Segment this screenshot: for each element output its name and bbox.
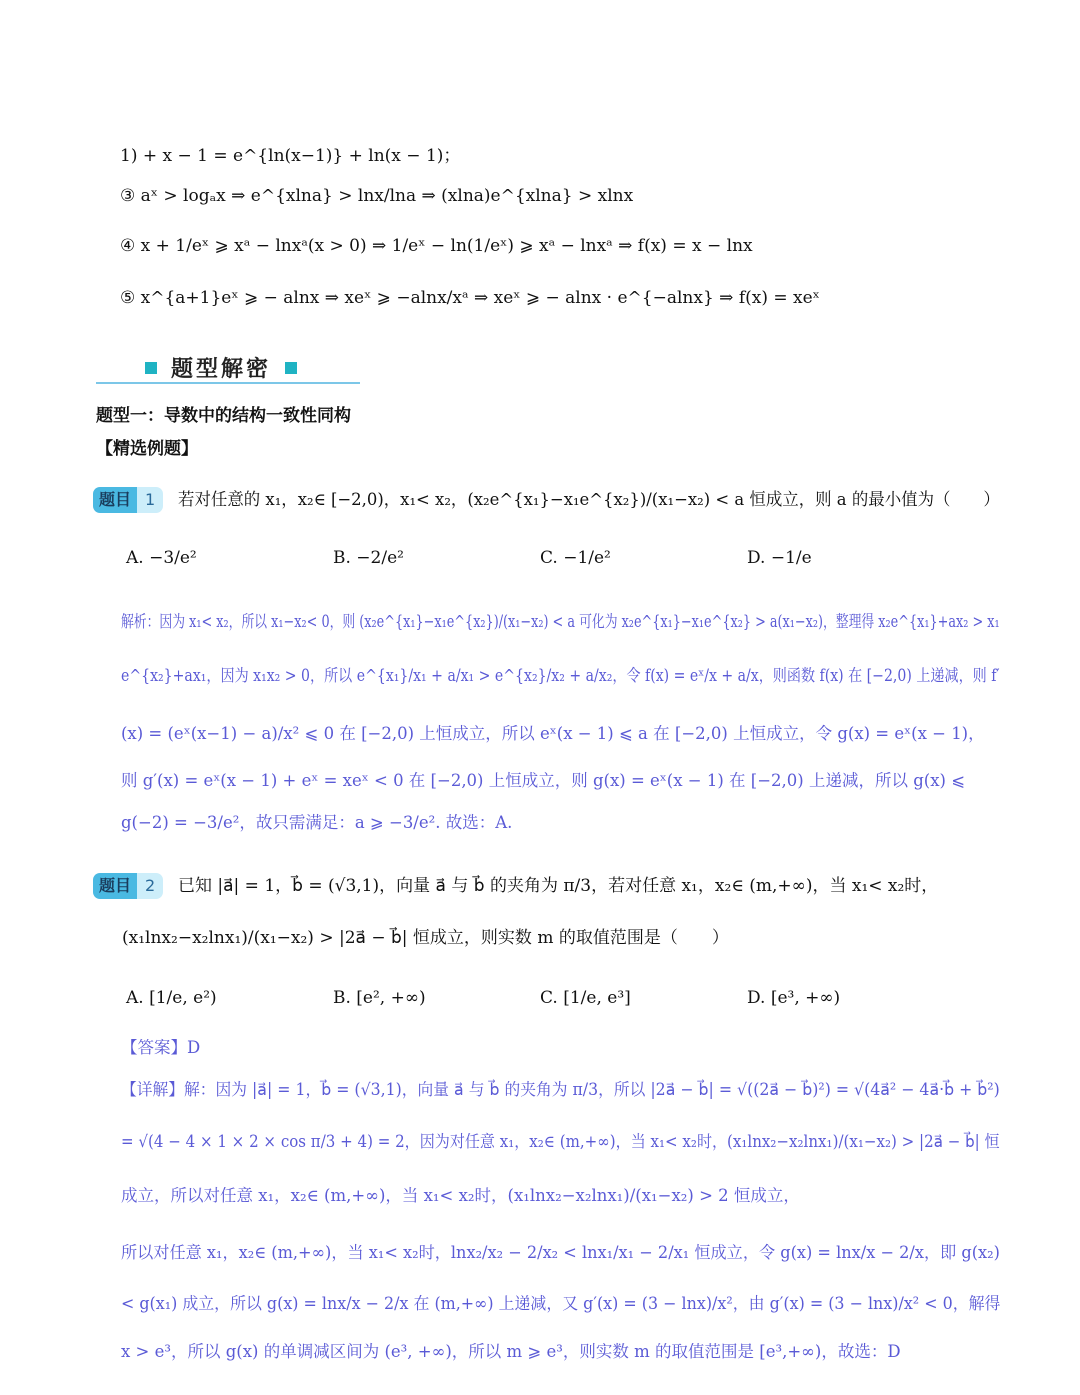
type1-title: 题型一：导数中的结构一致性同构 <box>96 406 351 426</box>
q1-analysis-3: (x) = (eˣ(x−1) − a)/x² ⩽ 0 在 [−2,0) 上恒成立，所以 eˣ(x − 1) ⩽ a 在 [−2,0) 上恒成立，令 g(x) = eˣ(x − 1)， <box>121 724 985 743</box>
q2-detail-5: < g(x₁) 成立，所以 g(x) = lnx/x − 2/x 在 (m,+∞) 上递减，又 g′(x) = (3 − lnx)/x²，由 g′(x) = (3 − lnx)/x² < 0，解得 <box>121 1294 1001 1313</box>
q1-option-d: D. −1/e <box>747 548 812 568</box>
formula-line-1: 1) + x − 1 = e^{ln(x−1)} + ln(x − 1)； <box>120 146 461 166</box>
q2-stem-1: 已知 |a⃗| = 1，b⃗ = (√3,1)，向量 a⃗ 与 b⃗ 的夹角为 π/3，若对任意 x₁，x₂∈ (m,+∞)，当 x₁< x₂时， <box>178 876 939 896</box>
question-badge-1 <box>93 487 163 513</box>
q2-detail-2: = √(4 − 4 × 1 × 2 × cos π/3 + 4) = 2，因为对任意 x₁，x₂∈ (m,+∞)，当 x₁< x₂时，(x₁lnx₂−x₂lnx₁)/(x₁−x₂) > |2a⃗ − b⃗| 恒 <box>121 1132 1000 1151</box>
square-bullet-icon <box>145 362 157 374</box>
q1-option-c: C. −1/e² <box>540 548 611 568</box>
q2-detail-1: 【详解】解：因为 |a⃗| = 1，b⃗ = (√3,1)，向量 a⃗ 与 b⃗ 的夹角为 π/3，所以 |2a⃗ − b⃗| = √((2a⃗ − b⃗)²) = √(4a⃗² − 4a⃗·b⃗ + b⃗²) <box>121 1080 1000 1099</box>
section-title: 题型解密 <box>171 357 272 382</box>
q2-stem-2: (x₁lnx₂−x₂lnx₁)/(x₁−x₂) > |2a⃗ − b⃗| 恒成立，则实数 m 的取值范围是（ ） <box>122 928 729 948</box>
formula-line-5: ⑤ x^{a+1}eˣ ⩾ − alnx ⇒ xeˣ ⩾ −alnx/xᵃ ⇒ xeˣ ⩾ − alnx · e^{−alnx} ⇒ f(x) = xeˣ <box>120 288 820 308</box>
q2-option-d: D. [e³, +∞) <box>747 988 841 1008</box>
q1-option-a: A. −3/e² <box>126 548 197 568</box>
formula-line-3: ③ aˣ > logₐx ⇒ e^{xlna} > lnx/lna ⇒ (xlna)e^{xlna} > xlnx <box>120 186 634 206</box>
q1-analysis-1: 解析：因为 x₁< x₂，所以 x₁−x₂< 0，则 (x₂e^{x₁}−x₁e^{x₂})/(x₁−x₂) < a 可化为 x₂e^{x₁}−x₁e^{x₂} > a(x₁−x₂)，整理得 x₂e^{x₁}+ax₂ > x₁ <box>121 612 1000 631</box>
question-badge-2 <box>93 873 163 899</box>
q2-option-a: A. [1/e, e²) <box>126 988 217 1008</box>
q2-option-b: B. [e², +∞) <box>333 988 426 1008</box>
section-header <box>145 352 297 383</box>
q2-detail-3: 成立，所以对任意 x₁，x₂∈ (m,+∞)，当 x₁< x₂时，(x₁lnx₂−x₂lnx₁)/(x₁−x₂) > 2 恒成立， <box>121 1186 800 1205</box>
section-underline <box>96 382 360 384</box>
q2-detail-6: x > e³，所以 g(x) 的单调减区间为 (e³, +∞)，所以 m ⩾ e³，则实数 m 的取值范围是 [e³,+∞)，故选：D <box>121 1342 901 1361</box>
formula-line-4: ④ x + 1/eˣ ⩾ xᵃ − lnxᵃ(x > 0) ⇒ 1/eˣ − ln(1/eˣ) ⩾ xᵃ − lnxᵃ ⇒ f(x) = x − lnx <box>120 236 753 256</box>
q2-answer: 【答案】D <box>121 1038 201 1057</box>
square-bullet-icon <box>285 362 297 374</box>
q1-option-b: B. −2/e² <box>333 548 404 568</box>
badge-number: 2 <box>137 873 163 899</box>
badge-label: 题目 <box>93 873 137 899</box>
q1-analysis-2: e^{x₂}+ax₁，因为 x₁x₂ > 0，所以 e^{x₁}/x₁ + a/x₁ > e^{x₂}/x₂ + a/x₂，令 f(x) = eˣ/x + a/x，则函数 f(x) 在 [−2,0) 上递减，则 f′ <box>121 666 1000 685</box>
q1-analysis-4: 则 g′(x) = eˣ(x − 1) + eˣ = xeˣ < 0 在 [−2,0) 上恒成立，则 g(x) = eˣ(x − 1) 在 [−2,0) 上递减，所以 g(x) ⩽ <box>121 771 966 790</box>
q1-analysis-5: g(−2) = −3/e²，故只需满足：a ⩾ −3/e². 故选：A. <box>121 813 513 832</box>
q1-stem: 若对任意的 x₁，x₂∈ [−2,0)，x₁< x₂，(x₂e^{x₁}−x₁e^{x₂})/(x₁−x₂) < a 恒成立，则 a 的最小值为（ ） <box>178 490 1000 510</box>
q2-detail-4: 所以对任意 x₁，x₂∈ (m,+∞)，当 x₁< x₂时，lnx₂/x₂ − 2/x₂ < lnx₁/x₁ − 2/x₁ 恒成立，令 g(x) = lnx/x − 2/x，即 g(x₂) <box>121 1243 1000 1262</box>
examples-heading: 【精选例题】 <box>96 439 198 459</box>
badge-number: 1 <box>137 487 163 513</box>
badge-label: 题目 <box>93 487 137 513</box>
q2-option-c: C. [1/e, e³] <box>540 988 631 1008</box>
